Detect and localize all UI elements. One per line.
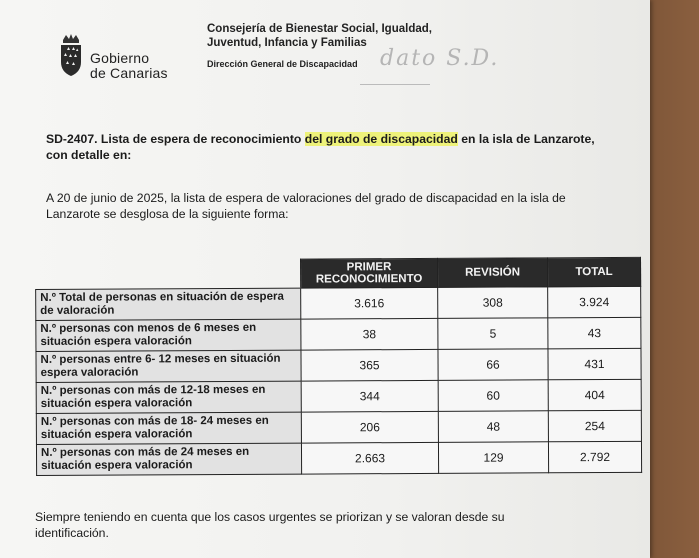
footer-note — [35, 509, 595, 541]
cell-total: 254 — [548, 410, 641, 441]
table-row — [36, 410, 641, 444]
title-highlight: del grado de discapacidad — [304, 132, 458, 146]
row-label: N.º personas con más de 12-18 meses en situación espera valoración — [36, 381, 301, 413]
cell-primer: 206 — [301, 411, 438, 443]
cell-total: 2.792 — [548, 441, 641, 472]
row-label: N.º personas con más de 24 meses en situación espera valoración — [36, 443, 301, 475]
department-line-1: Consejería de Bienestar Social, Igualdad, — [207, 23, 432, 35]
row-label: N.º personas con más de 18- 24 meses en situación espera valoración — [36, 412, 301, 444]
table-row — [36, 379, 641, 413]
header-empty-cell — [36, 259, 301, 289]
table-row — [36, 286, 641, 320]
cell-revision: 66 — [438, 349, 548, 381]
intro-line-1: A 20 de junio de 2025, la lista de espera de valoraciones del grado de discapacidad en la isla de — [46, 191, 566, 205]
cell-total: 431 — [548, 348, 641, 379]
row-label: N.º Total de personas en situación de espera de valoración — [36, 288, 301, 320]
table-row — [36, 441, 641, 475]
cell-total: 3.924 — [548, 286, 641, 317]
title-suffix: en la isla de Lanzarote, — [457, 132, 595, 146]
coat-of-arms-icon — [58, 32, 84, 78]
cell-primer: 365 — [301, 349, 438, 381]
cell-primer: 3.616 — [301, 287, 438, 319]
col-header-revision: REVISIÓN — [437, 258, 547, 288]
cell-primer: 2.663 — [301, 442, 438, 474]
cell-primer: 344 — [301, 380, 438, 412]
table-row — [36, 348, 641, 382]
col-header-primer: PRIMER RECONOCIMIENTO — [300, 258, 437, 288]
cell-revision: 5 — [438, 318, 548, 350]
cell-revision: 129 — [438, 442, 548, 474]
intro-line-2: Lanzarote se desglosa de la siguiente forma: — [46, 207, 289, 221]
row-label: N.º personas entre 6- 12 meses en situación espera valoración — [36, 350, 301, 382]
department-line-2: Juventud, Infancia y Familias — [207, 37, 367, 49]
intro-paragraph — [46, 190, 606, 222]
table-row — [36, 317, 641, 351]
footer-line-2: identificación. — [35, 526, 109, 540]
cell-revision: 48 — [438, 411, 548, 443]
cell-revision: 60 — [438, 380, 548, 412]
row-label: N.º personas con menos de 6 meses en situación espera valoración — [36, 319, 301, 351]
handwritten-note: dato S.D. — [380, 46, 500, 71]
footer-line-1: Siempre teniendo en cuenta que los casos urgentes se priorizan y se valoran desde su — [35, 510, 505, 524]
title-prefix: SD-2407. Lista de espera de reconocimiento — [46, 132, 305, 146]
logo-text-gobierno: Gobierno — [90, 50, 150, 66]
cell-total: 404 — [548, 379, 641, 410]
col-header-total: TOTAL — [547, 257, 640, 286]
document-title — [46, 131, 606, 163]
cell-primer: 38 — [301, 318, 438, 350]
waiting-list-table — [35, 257, 642, 476]
cell-total: 43 — [548, 317, 641, 348]
cell-revision: 308 — [438, 287, 548, 319]
gobierno-canarias-logo — [58, 32, 178, 82]
table-header-row — [36, 257, 641, 289]
title-line-2: con detalle en: — [46, 148, 132, 162]
directorate-name: Dirección General de Discapacidad — [207, 59, 358, 69]
handwritten-underline — [360, 84, 430, 85]
logo-text-canarias: de Canarias — [90, 65, 168, 81]
